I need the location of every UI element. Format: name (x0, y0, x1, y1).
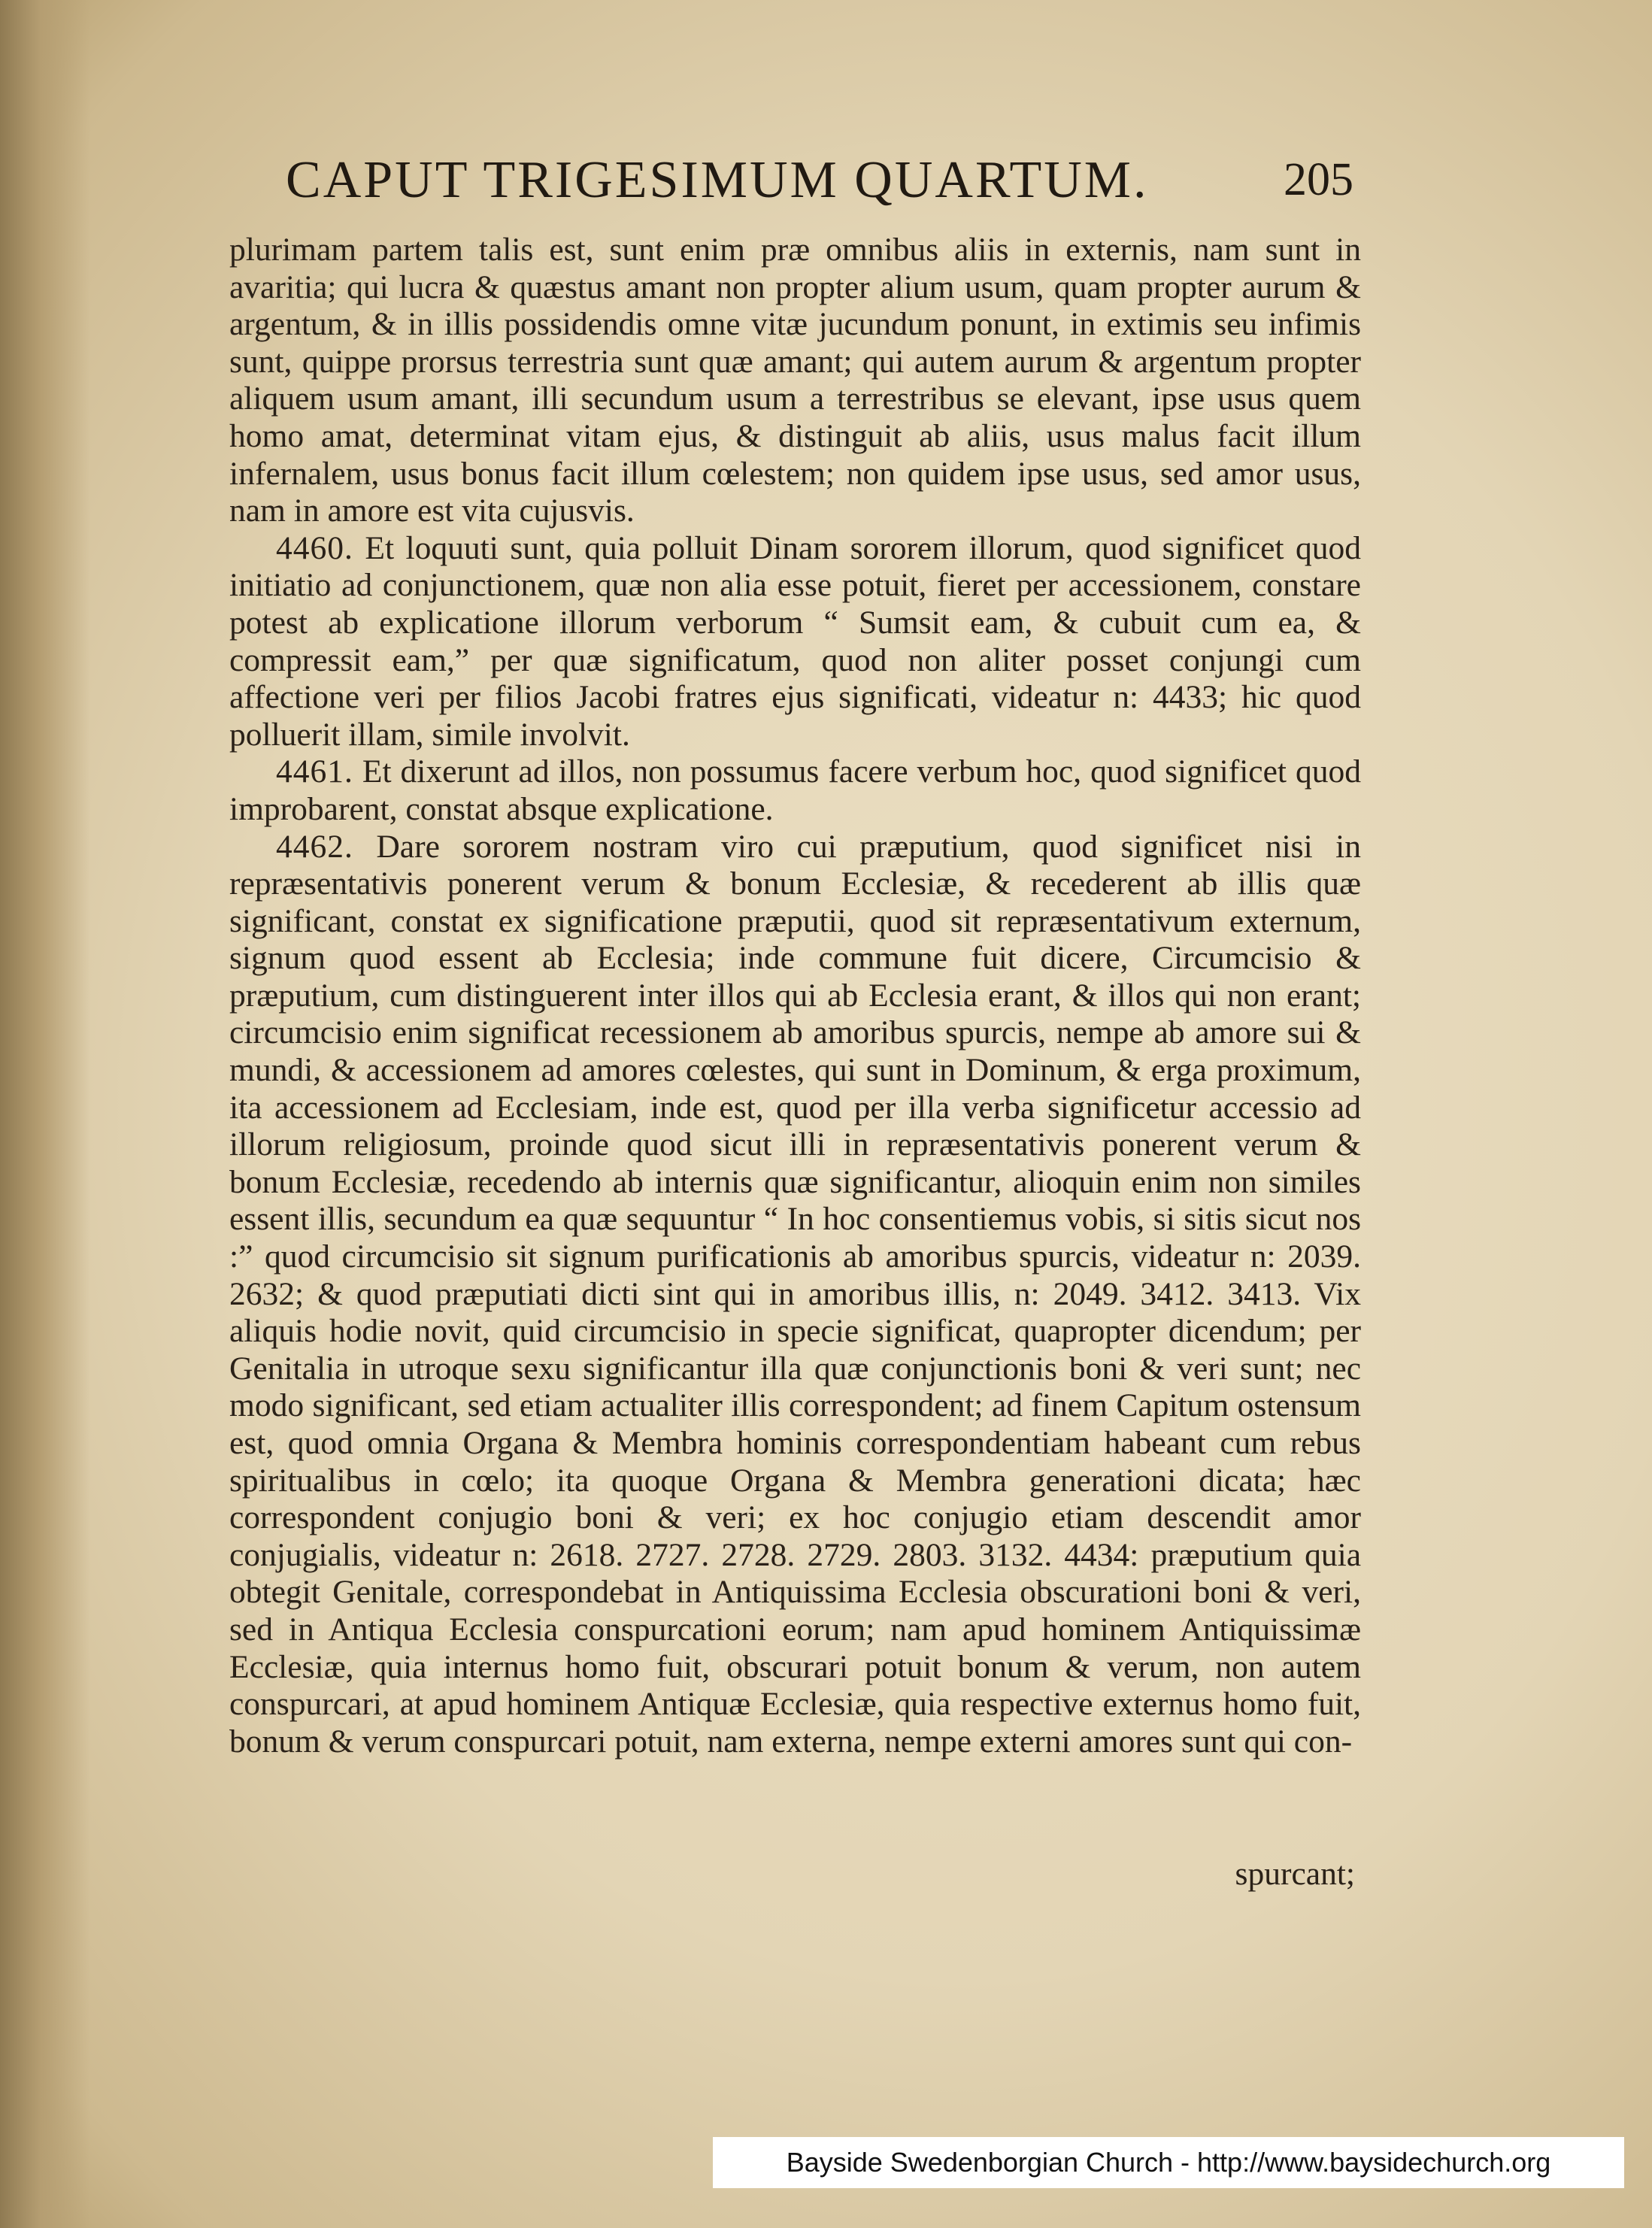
catchword: spurcant; (1235, 1856, 1355, 1892)
paragraph-4461 (229, 753, 1361, 828)
running-title: CAPUT TRIGESIMUM QUARTUM. (286, 151, 1149, 209)
paragraph-number: 4461. (276, 753, 353, 790)
binding-gutter-shadow (0, 0, 90, 2228)
continuation-paragraph: plurimam partem talis est, sunt enim præ omnibus aliis in externis, nam sunt in avaritia; qui lucra & quæstus amant non propter alium usum, quam propter aurum & argentum, & in illis possidendis omne vitæ jucundum ponunt, in extimis seu infimis sunt, quippe prorsus terrestria sunt quæ amant; qui autem aurum & argentum propter aliquem usum amant, illi secundum usum a terrestribus se elevant, ipse usus quem homo amat, determinat vitam ejus, & distinguit ab aliis, usus malus facit illum infernalem, usus bonus facit illum cœlestem; non quidem ipse usus, sed amor usus, nam in amore est vita cujusvis. (229, 232, 1361, 529)
paragraph-text: Et dixerunt ad illos, non possumus facere verbum hoc, quod significet quod improbarent, constat absque explicatione. (229, 753, 1362, 827)
paragraph-number: 4460. (276, 529, 353, 566)
page-number: 205 (1284, 154, 1353, 205)
paragraph-4462 (229, 829, 1361, 1761)
page-header (286, 150, 1353, 233)
paragraph-4460 (229, 530, 1361, 754)
body-text (229, 232, 1361, 1760)
paragraph-number: 4462. (276, 828, 353, 865)
paragraph-text: Et loquuti sunt, quia polluit Dinam sororem illorum, quod significet quod initiatio ad conjunctionem, quæ non alia esse potuit, fieret per accessionem, constare potest ab explicatione illorum verborum “ Sumsit eam, & cubuit cum ea, & compressit eam,” per quæ significatum, quod non aliter posset conjungi cum affectione veri per filios Jacobi fratres ejus significati, videatur n: 4433; hic quod polluerit illam, simile involvit. (229, 529, 1361, 753)
paragraph-text: Dare sororem nostram viro cui præputium, quod significet nisi in repræsentativis ponerent verum & bonum Ecclesiæ, & recederent ab illis quæ significant, constat ex significatione præputii, quod sit repræsentativum externum, signum quod essent ab Ecclesia; inde commune fuit dicere, Circumcisio & præputium, cum distinguerent inter illos qui ab Ecclesia erant, & illos qui non erant; circumcisio enim significat recessionem ab amoribus spurcis, nempe ab amore sui & mundi, & accessionem ad amores cœlestes, qui sunt in Dominum, & erga proximum, ita accessionem ad Ecclesiam, inde est, quod per illa verba significetur accessio ad illorum religiosum, proinde quod sicut illi in repræsentativis ponerent verum & bonum Ecclesiæ, recedendo ab internis quæ significantur, alioquin enim non similes essent illis, secundum ea quæ sequuntur “ In hoc consentiemus vobis, si sitis sicut nos :” quod circumcisio sit signum purificationis ab amoribus spurcis, videatur n: 2039. 2632; & quod præputiati dicti sint qui in amoribus illis, n: 2049. 3412. 3413. Vix aliquis hodie novit, quid circumcisio in specie significat, quapropter dicendum; per Genitalia in utroque sexu significantur illa quæ conjunctionis boni & veri sunt; nec modo significant, sed etiam actualiter illis correspondent; ad finem Capitum ostensum est, quod omnia Organa & Membra hominis correspondentiam habeant cum rebus spiritualibus in cœlo; ita quoque Organa & Membra generationi dicata; hæc correspondent conjugio boni & veri; ex hoc conjugio etiam descendit amor conjugialis, videatur n: 2618. 2727. 2728. 2729. 2803. 3132. 4434: præputium quia obtegit Genitale, correspondebat in Antiquissima Ecclesia obscurationi boni & veri, sed in Antiqua Ecclesia conspurcationi eorum; nam apud hominem Antiquissimæ Ecclesiæ, quia internus homo fuit, obscurari potuit bonum & verum, non autem conspurcari, at apud hominem Antiquæ Ecclesiæ, quia respective externus homo fuit, bonum & verum conspurcari potuit, nam externa, nempe externi amores sunt qui con- (229, 828, 1362, 1760)
footer-credit-banner: Bayside Swedenborgian Church - http://www.baysidechurch.org (713, 2137, 1624, 2188)
